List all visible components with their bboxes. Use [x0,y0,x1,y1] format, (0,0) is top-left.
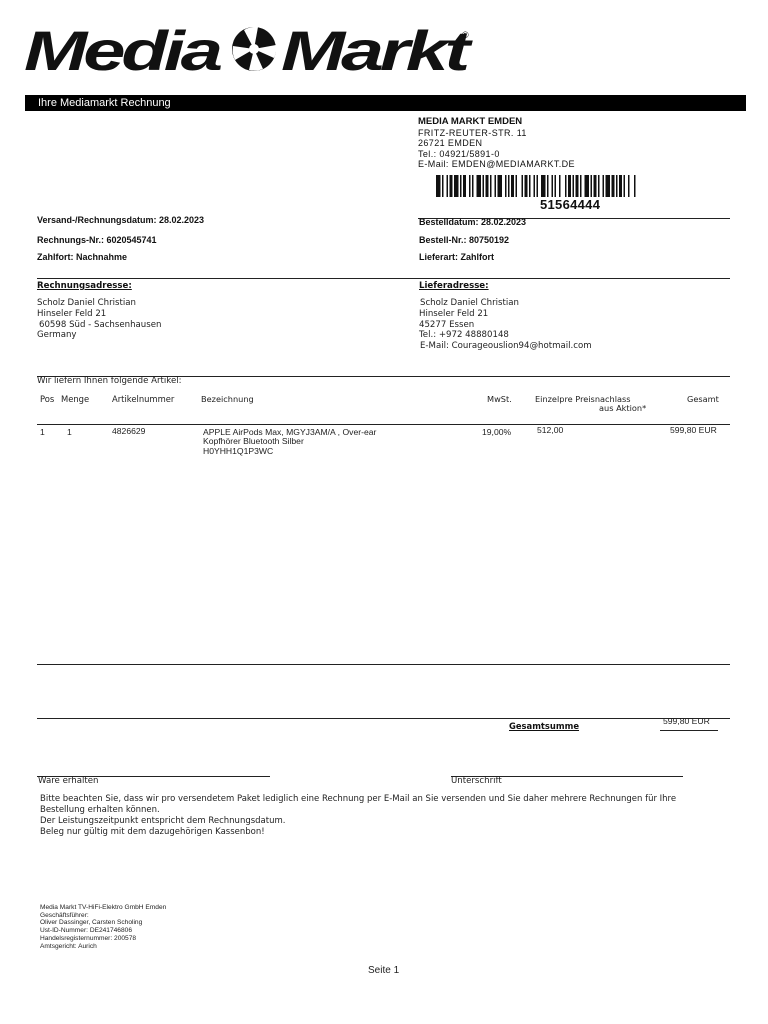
billing-line: Scholz Daniel Christian [37,298,136,308]
col-article: Artikelnummer [112,394,175,404]
col-description: Bezeichnung [201,394,254,404]
footer-line: Geschäftsführer: [40,911,89,919]
shipping-line: Tel.: +972 48880148 [419,330,509,341]
shipping-heading: Lieferadresse: [419,281,489,291]
row-desc-1: APPLE AirPods Max, MGYJ3AM/A , Over-ear [203,427,377,437]
delivery-type: Lieferart: Zahlfort [419,252,495,262]
footer-line: Oliver Dassinger, Carsten Scholing [40,919,143,927]
invoice-date: Versand-/Rechnungsdatum: 28.02.2023 [37,215,205,225]
store-city: 26721 EMDEN [418,138,483,148]
page-number: Seite 1 [368,965,400,976]
billing-address [37,298,161,341]
total-label: Gesamtsumme [509,721,580,731]
svg-text:®: ® [462,30,469,40]
total-underline [660,730,718,731]
col-total: Gesamt [687,394,719,404]
svg-text:Markt: Markt [281,22,474,74]
divider [37,278,730,279]
shipping-line: Hinseler Feld 21 [419,308,489,319]
col-discount-note: aus Aktion* [599,403,647,413]
row-qty: 1 [67,427,72,437]
footer-line: Handelsregisternummer: 200578 [40,934,137,942]
note-line: Bestellung erhalten können. [40,805,160,815]
store-name: MEDIA MARKT EMDEN [418,116,523,127]
footer-line: Amtsgericht: Aurich [40,942,97,950]
row-desc-2: Kopfhörer Bluetooth Silber [203,436,304,446]
invoice-banner [25,95,746,111]
divider [37,424,730,425]
shipping-line: Scholz Daniel Christian [420,298,519,308]
divider [37,718,730,719]
invoice-number: Rechnungs-Nr.: 6020545741 [37,235,157,245]
signature-label: Unterschrift [451,776,502,786]
row-article: 4826629 [112,426,146,436]
order-number: Bestell-Nr.: 80750192 [419,235,510,245]
billing-heading: Rechnungsadresse: [37,281,132,291]
company-footer [40,904,166,950]
billing-line: 60598 Süd - Sachsenhausen [39,319,162,330]
row-unit-price: 512,00 [537,425,564,435]
barcode [436,175,722,197]
row-desc-3: H0YHH1Q1P3WC [203,446,274,456]
items-intro: Wir liefern Ihnen folgende Artikel: [37,376,182,386]
goods-received-label: Ware erhalten [38,776,99,786]
store-phone: Tel.: 04921/5891-0 [418,148,500,159]
banner-title: Ihre Mediamarkt Rechnung [38,97,171,109]
shipping-line: 45277 Essen [419,319,475,330]
svg-text:Media: Media [24,22,222,74]
billing-line: Germany [37,330,77,341]
row-vat: 19,00% [482,427,512,437]
store-street: FRITZ-REUTER-STR. 11 [418,127,527,138]
mediamarkt-logo [24,22,474,74]
col-pos: Pos [40,394,55,404]
divider [37,664,730,665]
note-line: Der Leistungszeitpunkt entspricht dem Rechnungsdatum. [40,816,286,826]
footer-line: Ust-ID-Nummer: DE241746806 [40,927,132,935]
footer-line: Media Markt TV-HiFi-Elektro GmbH Emden [40,904,167,911]
total-value: 599,80 EUR [663,716,710,726]
store-email: E-Mail: EMDEN@MEDIAMARKT.DE [418,159,575,169]
row-total: 599,80 EUR [670,425,717,435]
store-address [418,117,575,170]
row-pos: 1 [40,427,45,437]
shipping-line: E-Mail: Courageouslion94@hotmail.com [420,341,592,352]
billing-line: Hinseler Feld 21 [37,308,107,319]
col-unit-price: Einzelpre Preisnachlass [535,394,631,404]
shipping-address [419,298,592,352]
col-vat: MwSt. [487,394,512,404]
order-date: Bestelldatum: 28.02.2023 [419,217,527,227]
note-line: Bitte beachten Sie, dass wir pro versendetem Paket lediglich eine Rechnung per E-Mail an Sie versenden und Sie daher mehrere Rechnungen für Ihre [40,794,677,804]
note-line: Beleg nur gültig mit dem dazugehörigen Kassenbon! [40,827,265,837]
payment-method: Zahlfort: Nachnahme [37,252,128,262]
barcode-number: 51564444 [540,197,601,212]
col-qty: Menge [61,394,90,404]
